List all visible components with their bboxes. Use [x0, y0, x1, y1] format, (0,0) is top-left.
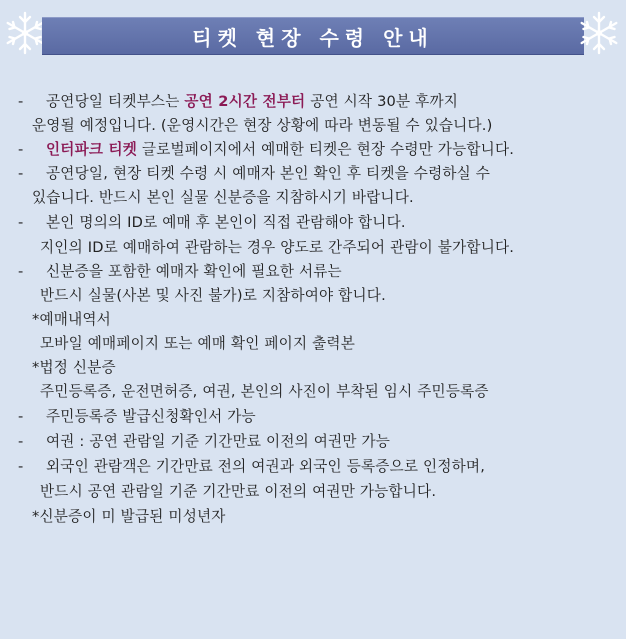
- body-text: 반드시 실물(사본 및 사진 불가)로 지참하여야 합니다.: [40, 287, 386, 304]
- bullet-dash: -: [18, 141, 24, 158]
- body-text: 공연 시작 30분 후까지: [305, 93, 459, 110]
- body-text: 반드시 공연 관람일 기준 기간만료 이전의 여권만 가능합니다.: [40, 483, 437, 500]
- continuation-line: [32, 188, 414, 208]
- body-text: 지인의 ID로 예매하여 관람하는 경우 양도로 간주되어 관람이 불가합니다.: [40, 239, 515, 256]
- bullet-item: [18, 164, 490, 184]
- bullet-item: [18, 432, 390, 452]
- body-text: 모바일 예매페이지 또는 예매 확인 페이지 출력본: [40, 335, 355, 352]
- bullet-dash: -: [18, 214, 24, 231]
- body-text: *신분증이 미 발급된 미성년자: [32, 508, 226, 525]
- body-text: 공연당일, 현장 티켓 수령 시 예매자 본인 확인 후 티켓을 수령하실 수: [46, 165, 491, 182]
- body-text: 운영될 예정입니다. (운영시간은 현장 상황에 따라 변동될 수 있습니다.): [32, 117, 493, 134]
- continuation-line: [40, 286, 386, 306]
- bullet-dash: -: [18, 263, 24, 280]
- continuation-line: [40, 382, 489, 402]
- highlighted-text: 인터파크 티켓: [46, 141, 138, 158]
- body-text: 있습니다. 반드시 본인 실물 신분증을 지참하시기 바랍니다.: [32, 189, 414, 206]
- bullet-item: [18, 262, 342, 282]
- body-text: 신분증을 포함한 예매자 확인에 필요한 서류는: [46, 263, 342, 280]
- bullet-item: [18, 92, 458, 112]
- continuation-line: [32, 507, 226, 527]
- bullet-item: [18, 140, 514, 160]
- body-text: 공연당일 티켓부스는: [46, 93, 185, 110]
- continuation-line: [40, 482, 436, 502]
- bullet-dash: -: [18, 408, 24, 425]
- bullet-item: [18, 407, 256, 427]
- body-text: 주민등록증 발급신청확인서 가능: [46, 408, 256, 425]
- bullet-dash: -: [18, 433, 24, 450]
- snowflake-icon: [576, 10, 622, 56]
- continuation-line: [40, 238, 514, 258]
- continuation-line: [32, 116, 493, 136]
- body-text: *법정 신분증: [32, 359, 116, 376]
- body-text: 주민등록증, 운전면허증, 여권, 본인의 사진이 부착된 임시 주민등록증: [40, 383, 489, 400]
- continuation-line: [40, 334, 355, 354]
- bullet-dash: -: [18, 93, 24, 110]
- body-text: *예매내역서: [32, 311, 111, 328]
- body-text: 본인 명의의 ID로 예매 후 본인이 직접 관람해야 합니다.: [46, 214, 406, 231]
- bullet-item: [18, 213, 406, 233]
- bullet-dash: -: [18, 458, 24, 475]
- continuation-line: [32, 310, 111, 330]
- continuation-line: [32, 358, 116, 378]
- bullet-item: [18, 457, 485, 477]
- body-text: 여권 : 공연 관람일 기준 기간만료 이전의 여권만 가능: [46, 433, 391, 450]
- page-title: 티켓 현장 수령 안내: [192, 25, 434, 50]
- body-text: 글로벌페이지에서 예매한 티켓은 현장 수령만 가능합니다.: [137, 141, 515, 158]
- body-text: 외국인 관람객은 기간만료 전의 여권과 외국인 등록증으로 인정하며,: [46, 458, 486, 475]
- bullet-dash: -: [18, 165, 24, 182]
- title-bar: [42, 17, 584, 55]
- highlighted-text: 공연 2시간 전부터: [184, 93, 306, 110]
- header: [0, 0, 626, 60]
